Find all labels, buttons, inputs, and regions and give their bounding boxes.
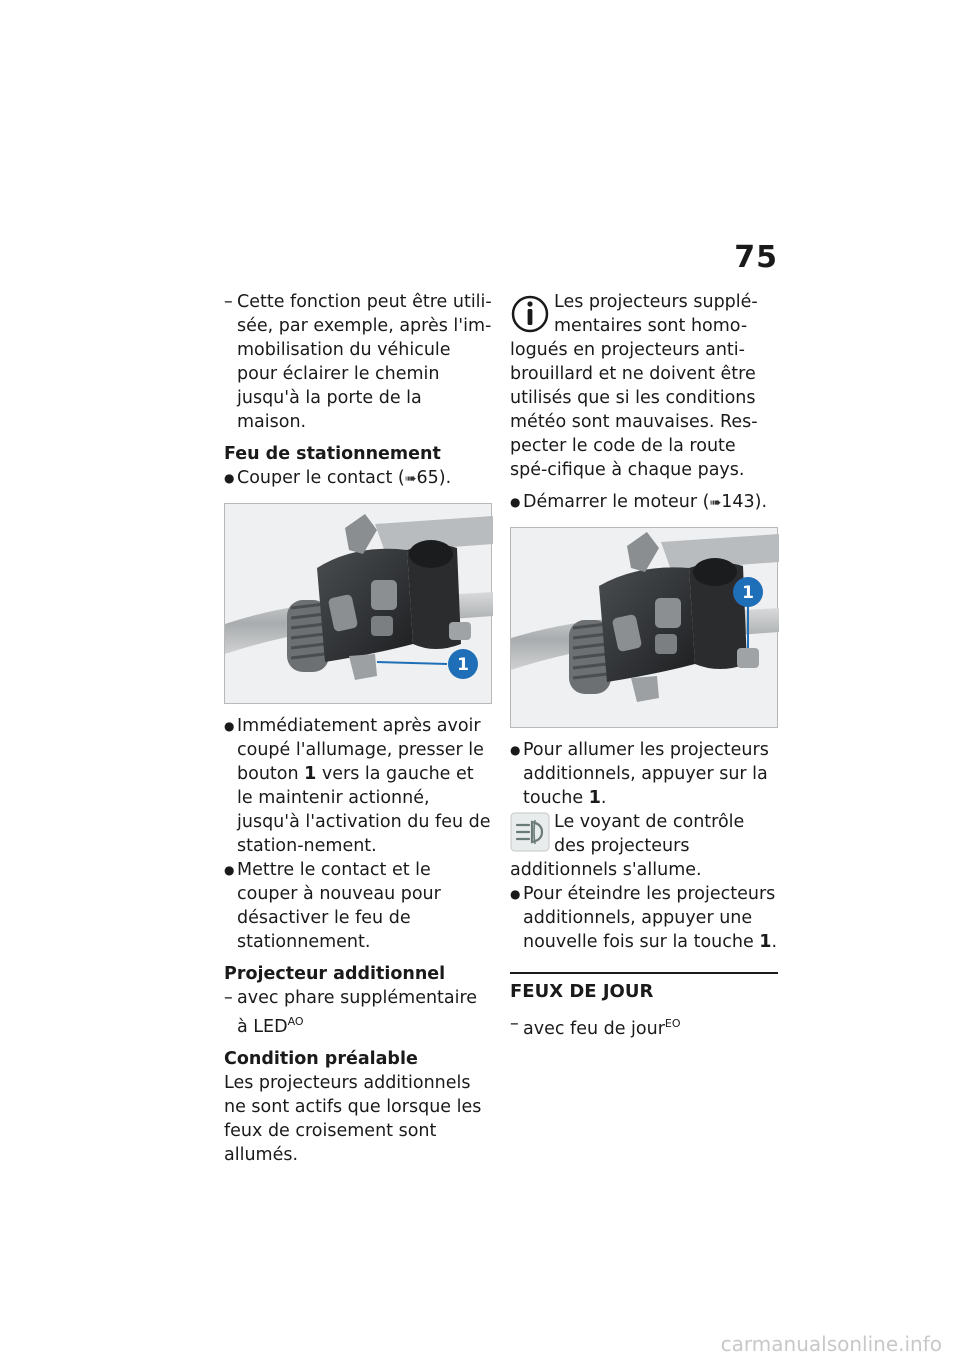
press-text-a: Immédiatement après avoir coupé l'allumage, presser le bouton: [237, 716, 484, 784]
info-icon: [510, 292, 550, 336]
function-use-text: Cette fonction peut être utili-sée, par exemple, après l'im-mobilisation du véhicule pour éclairer le chemin jusqu'à la porte de la maison.: [237, 292, 492, 432]
indicator-text: Le voyant de contrôle des projecteurs additionnels s'allume.: [510, 812, 745, 880]
switch-on-text-b: .: [600, 788, 607, 808]
heading-auxiliary-light: Projecteur additionnel: [224, 964, 446, 984]
dash-item-led: [224, 986, 492, 1039]
info-note: [510, 290, 778, 482]
option-code-ao: AO: [287, 1015, 304, 1028]
bullet-marker: ●: [510, 887, 521, 901]
arrow-right-icon: ➠: [404, 471, 417, 487]
page-ref-65[interactable]: 65: [416, 468, 439, 488]
switch-off-text-a: Pour éteindre les projecteurs additionnels, appuyer une nouvelle fois sur la touche: [523, 884, 776, 952]
heading-parking-light: Feu de stationnement: [224, 444, 441, 464]
switch-on-text-a: Pour allumer les projecteurs additionnels, appuyer sur la touche: [523, 740, 769, 808]
left-column: [224, 290, 492, 1175]
deactivate-text: Mettre le contact et le couper à nouveau pour désactiver le feu de stationnement.: [237, 860, 441, 952]
press-text-b: vers la gauche et le maintenir actionné, jusqu'à l'activation du feu de station-nement.: [237, 764, 491, 856]
ref-close: ).: [438, 468, 452, 488]
start-engine-text: Démarrer le moteur (: [523, 492, 710, 512]
drl-text: avec feu de jour: [523, 1018, 665, 1039]
figure-callout-1: 1: [742, 583, 754, 603]
button-key-ref: 1: [588, 788, 601, 808]
bullet-marker: ●: [224, 471, 235, 485]
switch-off-text-b: .: [771, 932, 778, 952]
figure-handlebar-left: [224, 503, 492, 704]
bullet-switch-off: [510, 882, 778, 954]
page-number: 75: [734, 240, 778, 275]
info-note-text: Les projecteurs supplé-mentaires sont homo-logués en projecteurs anti-brouillard et ne doivent être utilisés que si les conditions météo sont mauvaises. Res-pecter le code de la route spé-cifique à chaque pays.: [510, 292, 758, 480]
indicator-note: [510, 810, 778, 882]
ref-close: ).: [754, 492, 768, 512]
handlebar-switch-illustration: [225, 504, 493, 696]
figure-callout-1: 1: [457, 655, 469, 675]
button-key-ref: 1: [759, 932, 772, 952]
dash-item-drl: [510, 1012, 778, 1041]
auxiliary-light-indicator-icon: [510, 812, 550, 856]
dash-marker: –: [224, 988, 233, 1008]
button-key-ref: 1: [304, 764, 317, 784]
bullet-switch-off-ignition: [224, 466, 492, 491]
bullet-marker: ●: [510, 743, 521, 757]
right-column: [510, 290, 778, 1049]
bullet-marker: ●: [510, 495, 521, 509]
dash-marker: –: [224, 292, 233, 312]
bullet-marker: ●: [224, 863, 235, 877]
led-text: avec phare supplémentaire à LED: [237, 988, 478, 1037]
dash-marker: –: [510, 1014, 519, 1034]
bullet-switch-on: [510, 738, 778, 810]
bullet-press-button: [224, 714, 492, 858]
arrow-right-icon: ➠: [709, 495, 722, 511]
precondition-text: Les projecteurs additionnels ne sont actifs que lorsque les feux de croisement sont allumés.: [224, 1072, 482, 1165]
page-ref-143[interactable]: 143: [721, 492, 755, 512]
footer-watermark-url: carmanualsonline.info: [720, 1332, 942, 1356]
handlebar-switch-illustration: [511, 528, 779, 720]
figure-handlebar-right: [510, 527, 778, 728]
bullet-start-engine: [510, 490, 778, 515]
heading-precondition: Condition préalable: [224, 1048, 418, 1069]
bullet-deactivate: [224, 858, 492, 954]
heading-daytime-running-lights: FEUX DE JOUR: [510, 972, 778, 1004]
dash-item-function-use: [224, 290, 492, 434]
option-code-eo: EO: [664, 1017, 681, 1030]
bullet-marker: ●: [224, 719, 235, 733]
switch-off-text: Couper le contact (: [237, 468, 405, 488]
